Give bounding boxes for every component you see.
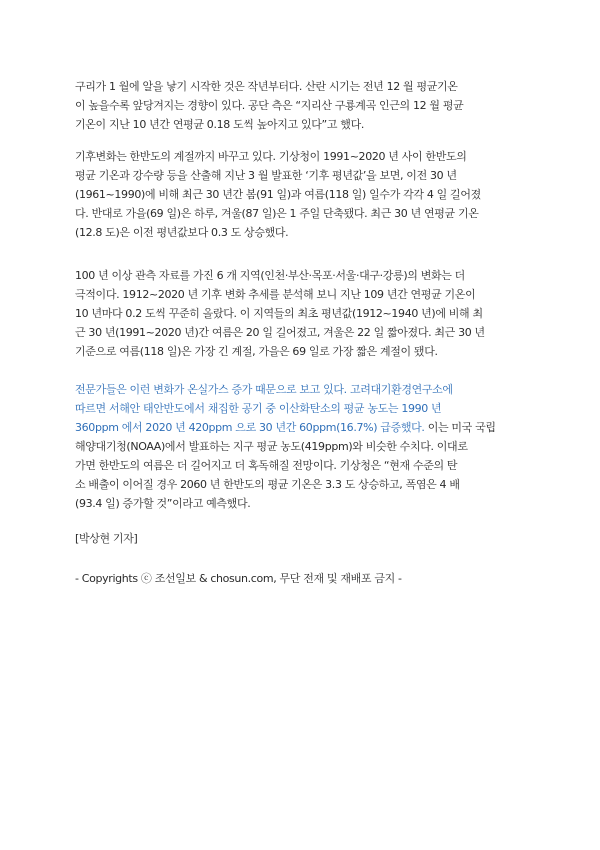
paragraph-line: (93.4 일) 증가할 것”이라고 예측했다. bbox=[75, 497, 251, 510]
paragraph-line: 극적이다. 1912~2020 년 기후 변화 추세를 분석해 보니 지난 109 년간 연평균 기온이 bbox=[75, 288, 476, 301]
highlighted-line: 전문가들은 이런 변화가 온실가스 증가 때문으로 보고 있다. 고려대기환경연구소에 bbox=[75, 383, 453, 396]
article-page bbox=[75, 77, 527, 588]
paragraph-line: 기온이 지난 10 년간 연평균 0.18 도씩 높아지고 있다”고 했다. bbox=[75, 118, 364, 131]
article-paragraph-1 bbox=[75, 77, 527, 134]
paragraph-line: 근 30 년(1991~2020 년)간 여름은 20 일 길어졌고, 겨울은 22 일 짧아졌다. 최근 30 년 bbox=[75, 326, 485, 339]
paragraph-line: 소 배출이 이어질 경우 2060 년 한반도의 평균 기온은 3.3 도 상승하고, 폭염은 4 배 bbox=[75, 478, 460, 491]
paragraph-line: 해양대기청(NOAA)에서 발표하는 지구 평균 농도(419ppm)와 비슷한 수치다. 이대로 bbox=[75, 440, 468, 453]
paragraph-line: 다. 반대로 가을(69 일)은 하루, 겨울(87 일)은 1 주일 단축됐다. 최근 30 년 연평균 기온 bbox=[75, 207, 479, 220]
paragraph-line: (1961~1990)에 비해 최근 30 년간 봄(91 일)과 여름(118 일) 일수가 각각 4 일 길어졌 bbox=[75, 188, 481, 201]
highlighted-line: 따르면 서해안 태안반도에서 채집한 공기 중 이산화탄소의 평균 농도는 1990 년 bbox=[75, 402, 442, 415]
copyright-notice: - Copyrights ⓒ 조선일보 & chosun.com, 무단 전재 및 재배포 금지 - bbox=[75, 572, 402, 585]
plain-text: 이는 미국 국립 bbox=[424, 421, 496, 434]
paragraph-line bbox=[75, 418, 527, 437]
paragraph-line: 이 높을수록 앞당겨지는 경향이 있다. 공단 측은 “지리산 구룡계곡 인근의 12 월 평균 bbox=[75, 99, 464, 112]
paragraph-line: 평균 기온과 강수량 등을 산출해 지난 3 월 발표한 ‘기후 평년값’을 보면, 이전 30 년 bbox=[75, 169, 457, 182]
article-paragraph-4 bbox=[75, 380, 527, 513]
highlighted-text: 360ppm 에서 2020 년 420ppm 으로 30 년간 60ppm(16.7%) 급증했다. bbox=[75, 421, 425, 434]
article-paragraph-2 bbox=[75, 147, 527, 242]
paragraph-line: 10 년마다 0.2 도씩 꾸준히 올랐다. 이 지역들의 최초 평년값(1912~1940 년)에 비해 최 bbox=[75, 307, 483, 320]
paragraph-line: 구리가 1 월에 알을 낳기 시작한 것은 작년부터다. 산란 시기는 전년 12 월 평균기온 bbox=[75, 80, 458, 93]
paragraph-line: 가면 한반도의 여름은 더 길어지고 더 혹독해질 전망이다. 기상청은 “현재 수준의 탄 bbox=[75, 459, 458, 472]
byline: [박상현 기자] bbox=[75, 532, 138, 545]
paragraph-line: 100 년 이상 관측 자료를 가진 6 개 지역(인천·부산·목포·서울·대구·강릉)의 변화는 더 bbox=[75, 269, 465, 282]
paragraph-line: 기후변화는 한반도의 계절까지 바꾸고 있다. 기상청이 1991~2020 년 사이 한반도의 bbox=[75, 150, 467, 163]
paragraph-line: 기준으로 여름(118 일)은 가장 긴 계절, 가을은 69 일로 가장 짧은 계절이 됐다. bbox=[75, 345, 438, 358]
article-paragraph-3 bbox=[75, 266, 527, 361]
paragraph-line: (12.8 도)은 이전 평년값보다 0.3 도 상승했다. bbox=[75, 226, 289, 239]
